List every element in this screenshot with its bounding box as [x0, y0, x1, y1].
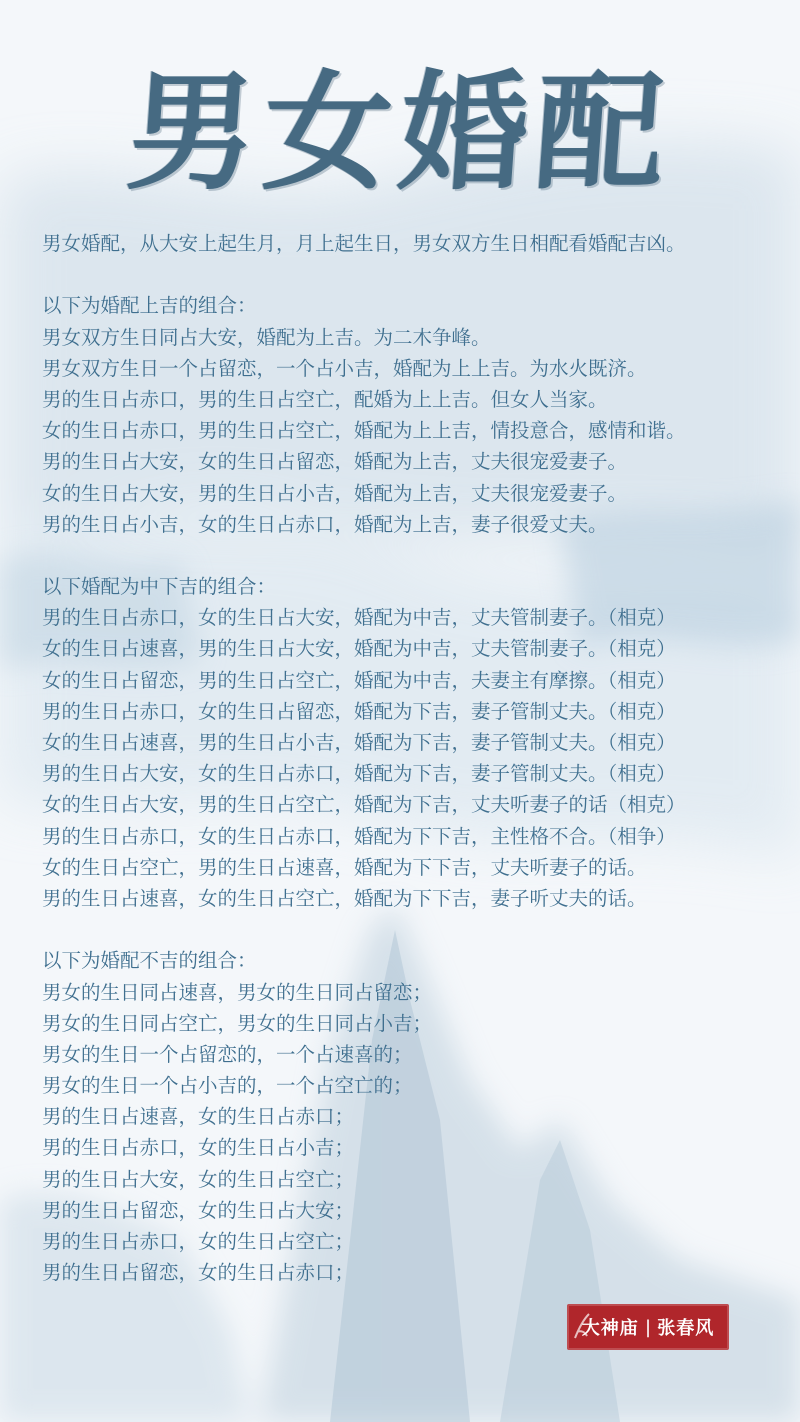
text-line: 男的生日占赤口，女的生日占小吉；: [42, 1136, 355, 1160]
text-line: 女的生日占速喜，男的生日占大安，婚配为中吉，丈夫管制妻子。（相克）: [42, 637, 676, 661]
text-line: 男女的生日一个占留恋的，一个占速喜的；: [42, 1042, 413, 1066]
text-line: 女的生日占速喜，男的生日占小吉，婚配为下吉，妻子管制丈夫。（相克）: [42, 731, 676, 754]
author-seal-stamp: [567, 1304, 729, 1350]
text-line: 女的生日占大安，男的生日占空亡，婚配为下吉，丈夫听妻子的话（相克）: [42, 793, 686, 817]
text-line: 男女双方生日一个占留恋，一个占小吉，婚配为上上吉。为水火既济。: [42, 356, 647, 380]
text-line: 女的生日占大安，男的生日占小吉，婚配为上吉，丈夫很宠爱妻子。: [42, 481, 628, 505]
text-line: 男的生日占小吉，女的生日占赤口，婚配为上吉，妻子很爱丈夫。: [42, 512, 608, 536]
text-line: 男女的生日同占速喜，男女的生日同占留恋；: [42, 980, 433, 1004]
section-heading: 以下为婚配不吉的组合：: [42, 949, 257, 973]
text-line: 男的生日占赤口，女的生日占空亡；: [42, 1230, 355, 1253]
article-body: [42, 228, 758, 1288]
text-line: 男的生日占赤口，女的生日占大安，婚配为中吉，丈夫管制妻子。（相克）: [42, 606, 676, 630]
text-line: 女的生日占赤口，男的生日占空亡，婚配为上上吉，情投意合，感情和谐。: [42, 419, 686, 443]
text-line: 男的生日占留恋，女的生日占赤口；: [42, 1261, 355, 1285]
text-line: 男的生日占大安，女的生日占赤口，婚配为下吉，妻子管制丈夫。（相克）: [42, 762, 676, 786]
text-line: 男的生日占赤口，女的生日占留恋，婚配为下吉，妻子管制丈夫。（相克）: [42, 699, 676, 723]
text-line: 男女的生日一个占小吉的，一个占空亡的；: [42, 1074, 413, 1098]
text-line: 男的生日占速喜，女的生日占赤口；: [42, 1105, 355, 1129]
text-line: 男的生日占赤口，男的生日占空亡，配婚为上上吉。但女人当家。: [42, 387, 608, 411]
section-heading: 以下婚配为中下吉的组合：: [42, 575, 277, 599]
text-line: 男的生日占大安，女的生日占空亡；: [42, 1167, 355, 1191]
text-line: 女的生日占留恋，男的生日占空亡，婚配为中吉，夫妻主有摩擦。（相克）: [42, 668, 676, 692]
section-heading: 以下为婚配上吉的组合：: [42, 294, 257, 318]
stamp-brand: 大神庙: [581, 1318, 639, 1339]
page-title: 男女婚配: [122, 58, 678, 208]
text-line: 男女双方生日同占大安，婚配为上吉。为二木争峰。: [42, 325, 491, 349]
text-line: 男的生日占留恋，女的生日占大安；: [42, 1198, 355, 1222]
text-line: 男的生日占速喜，女的生日占空亡，婚配为下下吉，妻子听丈夫的话。: [42, 886, 647, 910]
intro-line: 男女婚配，从大安上起生月，月上起生日，男女双方生日相配看婚配吉凶。: [42, 232, 686, 255]
stamp-divider: |: [644, 1316, 652, 1338]
stamp-author: 张春风: [657, 1318, 715, 1339]
text-line: 男的生日占大安，女的生日占留恋，婚配为上吉，丈夫很宠爱妻子。: [42, 450, 628, 474]
text-line: 男女的生日同占空亡，男女的生日同占小吉；: [42, 1011, 433, 1035]
text-line: 女的生日占空亡，男的生日占速喜，婚配为下下吉，丈夫听妻子的话。: [42, 855, 647, 879]
text-line: 男的生日占赤口，女的生日占赤口，婚配为下下吉，主性格不合。（相争）: [42, 824, 676, 848]
brush-mark-icon: [571, 1310, 593, 1344]
